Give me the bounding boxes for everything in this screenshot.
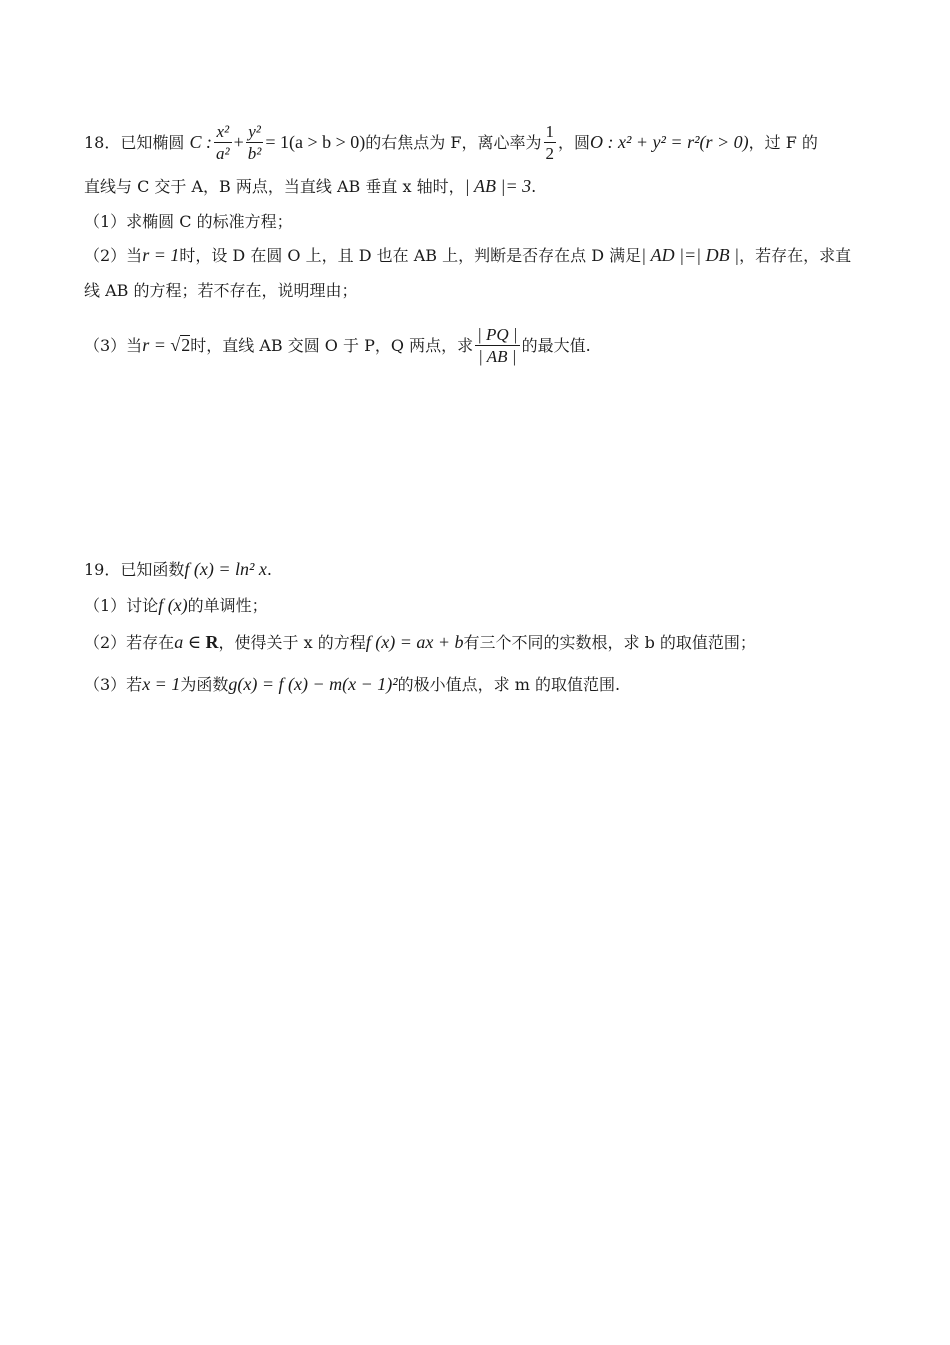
q19-part-3 [84,672,620,697]
q19-number: 19． [84,560,121,579]
plus-sign: + [233,132,244,152]
sqrt-argument: 2 [181,335,191,355]
r-equals: r = [142,335,171,355]
function-f: f (x) [158,595,188,615]
fraction-numerator: x² [214,122,232,143]
ellipse-fraction-x [214,122,232,165]
fraction-denominator: | AB | [478,347,517,366]
period: . [531,177,537,196]
fraction-denominator: 2 [545,144,554,163]
q18-text: 已知椭圆 [120,133,185,152]
fraction-denominator: b² [247,144,262,163]
ad-equals-db: | AD |=| DB | [641,245,740,265]
q19-text: 为函数 [180,675,229,694]
function-definition: f (x) = ln² x [184,559,267,579]
period: . [266,560,272,579]
q18-line-1 [84,122,818,165]
q18-part-1 [84,210,293,234]
q19-line-1 [84,557,272,582]
r-equals-1: r = 1 [142,245,180,265]
q18-line-2 [84,174,536,199]
ellipse-fraction-y [246,122,264,165]
q19-text: 已知函数 [120,560,185,579]
q19-text: 的极小值点，求 m 的取值范围. [397,675,621,694]
q18-text: 线 AB 的方程；若不存在，说明理由； [84,281,358,300]
q18-text: ，过 F 的 [748,133,818,152]
q19-text: 有三个不同的实数根，求 b 的取值范围； [463,633,756,652]
q18-text: 的右焦点为 F，离心率为 [365,133,542,152]
sqrt-expression: √2 [170,335,191,355]
q18-text: 时，设 D 在圆 O 上，且 D 也在 AB 上，判断是否存在点 D 满足 [179,246,642,265]
q18-text: 时，直线 AB 交圆 O 于 P，Q 两点，求 [190,336,474,355]
fraction-numerator: 1 [545,122,554,141]
x-equals-1: x = 1 [142,674,181,694]
a-in: a ∈ [174,632,206,652]
equation-f-ax-b: f (x) = ax + b [365,632,464,652]
function-g-definition: g(x) = f (x) − m(x − 1)² [228,674,398,694]
q18-part-1-text: （1）求椭圆 C 的标准方程； [84,212,293,231]
q18-number: 18． [84,133,121,152]
fraction-numerator: | PQ | [477,325,518,344]
q19-text: ，使得关于 x 的方程 [218,633,366,652]
q18-text: ，若存在，求直 [739,246,852,265]
q18-part-3 [84,325,591,368]
q19-part-1 [84,593,268,618]
q18-text: 的最大值. [521,336,591,355]
ellipse-label: C : [189,132,212,152]
real-numbers-symbol: R [205,632,219,652]
circle-equation: O : x² + y² = r²(r > 0) [590,132,749,152]
ellipse-condition: = 1(a > b > 0) [265,132,366,152]
q19-text: （1）讨论 [84,596,159,615]
q19-text: （2）若存在 [84,633,175,652]
pq-over-ab-fraction [475,325,520,368]
q18-text: （2）当 [84,246,143,265]
q19-text: 的单调性； [187,596,268,615]
q18-part-2-cont [84,279,358,303]
q19-part-2 [84,630,756,655]
q18-text: 直线与 C 交于 A，B 两点，当直线 AB 垂直 x 轴时， [84,177,465,196]
q18-text: ，圆 [558,133,591,152]
ab-length-equation: | AB |= 3 [464,176,532,196]
fraction-numerator: y² [246,122,264,143]
q18-part-2 [84,243,851,268]
eccentricity-fraction [544,122,557,165]
fraction-denominator: a² [215,144,230,163]
q19-text: （3）若 [84,675,143,694]
q18-text: （3）当 [84,336,143,355]
